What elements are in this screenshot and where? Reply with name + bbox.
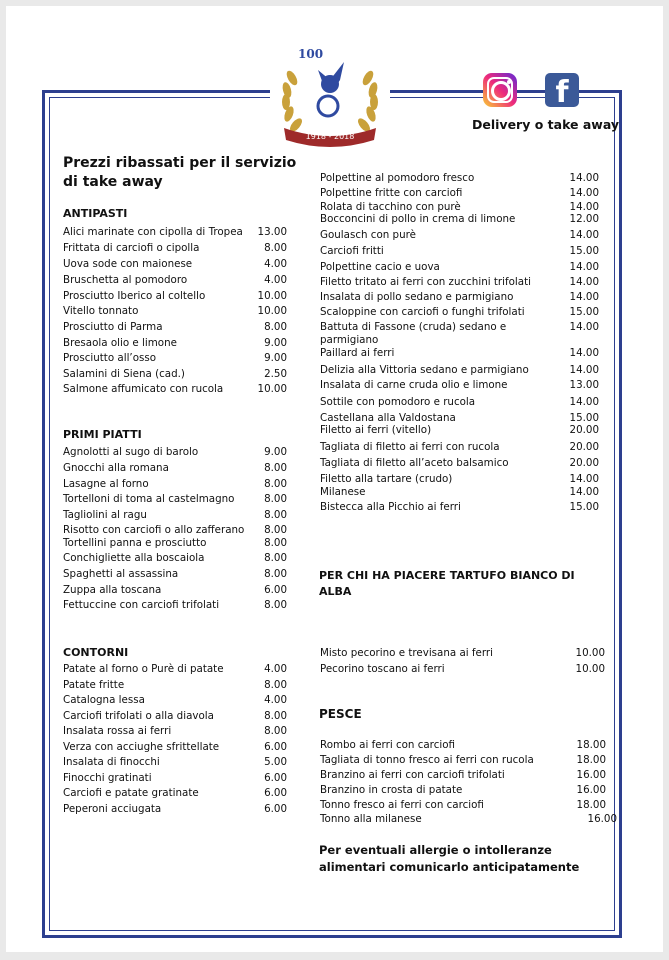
menu-item-secondi bbox=[320, 423, 599, 438]
item-name: Scaloppine con carciofi o funghi trifolati bbox=[320, 306, 525, 318]
menu-item-secondi bbox=[320, 363, 599, 378]
item-name: Tortelloni di toma al castelmagno bbox=[63, 493, 235, 505]
item-price: 16.00 bbox=[576, 769, 606, 781]
item-price: 18.00 bbox=[576, 754, 606, 766]
item-price: 8.00 bbox=[264, 725, 287, 737]
item-price: 9.00 bbox=[264, 446, 287, 458]
instagram-icon-lens bbox=[491, 81, 511, 101]
item-price: 20.00 bbox=[569, 441, 599, 453]
item-price: 12.00 bbox=[569, 213, 599, 225]
menu-item-pesce bbox=[320, 812, 617, 827]
item-price: 13.00 bbox=[569, 379, 599, 391]
facebook-icon[interactable]: f bbox=[545, 73, 579, 107]
item-price: 20.00 bbox=[569, 424, 599, 436]
item-name: Goulasch con purè bbox=[320, 229, 416, 241]
item-name: Verza con acciughe sfrittellate bbox=[63, 741, 220, 753]
item-name: Fettuccine con carciofi trifolati bbox=[63, 599, 220, 611]
item-name: Tagliata di filetto all’aceto balsamico bbox=[320, 457, 509, 469]
item-price: 14.00 bbox=[569, 364, 599, 376]
menu-item-pesce bbox=[320, 753, 606, 768]
item-name: Insalata rossa ai ferri bbox=[63, 725, 172, 737]
item-price: 15.00 bbox=[569, 412, 599, 424]
menu-item-secondi bbox=[320, 440, 599, 455]
allergy-note: Per eventuali allergie o intolleranze alimentari comunicarlo anticipatamente bbox=[319, 843, 580, 874]
item-price: 8.00 bbox=[264, 679, 287, 691]
item-price: 6.00 bbox=[264, 803, 287, 815]
item-price: 2.50 bbox=[264, 368, 287, 380]
item-name: Rolata di tacchino con purè bbox=[320, 201, 461, 213]
item-name: Agnolotti al sugo di barolo bbox=[63, 446, 199, 458]
menu-item-contorni bbox=[63, 786, 287, 801]
laurel-logo-icon bbox=[270, 40, 390, 150]
menu-item-secondi bbox=[320, 275, 599, 290]
item-price: 14.00 bbox=[569, 201, 599, 213]
menu-item-secondi bbox=[320, 346, 599, 361]
item-price: 9.00 bbox=[264, 337, 287, 349]
item-price: 8.00 bbox=[264, 568, 287, 580]
item-price: 14.00 bbox=[569, 347, 599, 359]
item-name: Tagliata di filetto ai ferri con rucola bbox=[320, 441, 500, 453]
item-name: Branzino in crosta di patate bbox=[320, 784, 463, 796]
menu-item-antipasti bbox=[63, 273, 287, 288]
item-name: Patate al forno o Purè di patate bbox=[63, 663, 224, 675]
item-price: 8.00 bbox=[264, 509, 287, 521]
item-name: Bistecca alla Picchio ai ferri bbox=[320, 501, 461, 513]
item-price: 8.00 bbox=[264, 710, 287, 722]
menu-item-primi bbox=[63, 551, 287, 566]
item-price: 8.00 bbox=[264, 478, 287, 490]
item-name: Polpettine al pomodoro fresco bbox=[320, 172, 475, 184]
item-name: Rombo ai ferri con carciofi bbox=[320, 739, 456, 751]
item-price: 13.00 bbox=[257, 226, 287, 238]
menu-item-contorni bbox=[63, 662, 287, 677]
section-heading-tartufo: PER CHI HA PIACERE TARTUFO BIANCO DI ALBA bbox=[319, 569, 575, 598]
item-name: Sottile con pomodoro e rucola bbox=[320, 396, 476, 408]
item-name: Conchigliette alla boscaiola bbox=[63, 552, 205, 564]
item-price: 14.00 bbox=[569, 172, 599, 184]
item-name: Alici marinate con cipolla di Tropea bbox=[63, 226, 243, 238]
menu-item-contorni bbox=[63, 693, 287, 708]
menu-item-primi bbox=[63, 536, 287, 551]
menu-item-tartufo bbox=[320, 662, 605, 677]
item-price: 18.00 bbox=[576, 799, 606, 811]
item-name: Filetto tritato ai ferri con zucchini trifolati bbox=[320, 276, 531, 288]
item-price: 14.00 bbox=[569, 261, 599, 273]
item-price: 8.00 bbox=[264, 242, 287, 254]
item-name: Tonno alla milanese bbox=[320, 813, 422, 825]
instagram-icon[interactable] bbox=[483, 73, 517, 107]
item-price: 14.00 bbox=[569, 291, 599, 303]
logo-banner-text: 1918 - 2018 bbox=[305, 132, 355, 141]
item-name: Prosciutto all’osso bbox=[63, 352, 157, 364]
item-name: Castellana alla Valdostana bbox=[320, 412, 456, 424]
menu-item-contorni bbox=[63, 678, 287, 693]
menu-item-primi bbox=[63, 598, 287, 613]
menu-item-secondi bbox=[320, 244, 599, 259]
menu-item-secondi bbox=[320, 186, 599, 201]
menu-item-primi bbox=[63, 492, 287, 507]
logo-hundred-text: 100 bbox=[298, 47, 324, 61]
menu-item-antipasti bbox=[63, 382, 287, 397]
section-heading-contorni: CONTORNI bbox=[63, 646, 129, 659]
centenary-logo bbox=[270, 40, 390, 150]
item-price: 14.00 bbox=[569, 187, 599, 199]
menu-item-pesce bbox=[320, 798, 606, 813]
item-price: 14.00 bbox=[569, 229, 599, 241]
item-name: Gnocchi alla romana bbox=[63, 462, 169, 474]
menu-item-secondi bbox=[320, 485, 599, 500]
item-name: Polpettine fritte con carciofi bbox=[320, 187, 463, 199]
item-name: Insalata di finocchi bbox=[63, 756, 160, 768]
menu-item-secondi bbox=[320, 456, 599, 471]
item-name: Patate fritte bbox=[63, 679, 125, 691]
menu-item-antipasti bbox=[63, 225, 287, 240]
menu-item-antipasti bbox=[63, 289, 287, 304]
item-price: 15.00 bbox=[569, 306, 599, 318]
item-name: Frittata di carciofi o cipolla bbox=[63, 242, 200, 254]
menu-item-antipasti bbox=[63, 320, 287, 335]
item-name: Branzino ai ferri con carciofi trifolati bbox=[320, 769, 505, 781]
item-name: Bocconcini di pollo in crema di limone bbox=[320, 213, 516, 225]
menu-item-secondi bbox=[320, 228, 599, 243]
item-price: 15.00 bbox=[569, 501, 599, 513]
item-price: 10.00 bbox=[257, 305, 287, 317]
menu-item-secondi bbox=[320, 212, 599, 227]
section-heading-primi: PRIMI PIATTI bbox=[63, 428, 142, 441]
menu-item-secondi bbox=[320, 305, 599, 320]
item-price: 10.00 bbox=[257, 383, 287, 395]
item-name: Catalogna lessa bbox=[63, 694, 145, 706]
menu-item-tartufo bbox=[320, 646, 605, 661]
item-name: Carciofi fritti bbox=[320, 245, 384, 257]
item-name: Bresaola olio e limone bbox=[63, 337, 177, 349]
item-name: Spaghetti al assassina bbox=[63, 568, 179, 580]
item-price: 5.00 bbox=[264, 756, 287, 768]
item-price: 20.00 bbox=[569, 457, 599, 469]
menu-item-secondi bbox=[320, 171, 599, 186]
menu-item-antipasti bbox=[63, 351, 287, 366]
menu-item-contorni bbox=[63, 755, 287, 770]
menu-item-secondi bbox=[320, 290, 599, 305]
item-name: Prosciutto di Parma bbox=[63, 321, 163, 333]
item-price: 16.00 bbox=[587, 813, 617, 825]
item-price: 14.00 bbox=[569, 473, 599, 485]
item-price: 8.00 bbox=[264, 493, 287, 505]
item-price: 6.00 bbox=[264, 584, 287, 596]
item-price: 14.00 bbox=[569, 486, 599, 498]
item-name: Battuta di Fassone (cruda) sedano e bbox=[320, 321, 507, 333]
item-price: 4.00 bbox=[264, 274, 287, 286]
item-name: Vitello tonnato bbox=[63, 305, 139, 317]
item-name: Delizia alla Vittoria sedano e parmigiano bbox=[320, 364, 529, 376]
menu-item-antipasti bbox=[63, 257, 287, 272]
item-name: Tagliata di tonno fresco ai ferri con rucola bbox=[320, 754, 534, 766]
item-price: 8.00 bbox=[264, 462, 287, 474]
item-name: Milanese bbox=[320, 486, 366, 498]
menu-item-pesce bbox=[320, 783, 606, 798]
item-name: Peperoni acciugata bbox=[63, 803, 162, 815]
item-price: 4.00 bbox=[264, 694, 287, 706]
item-name: Zuppa alla toscana bbox=[63, 584, 162, 596]
item-price: 8.00 bbox=[264, 524, 287, 536]
menu-item-primi bbox=[63, 461, 287, 476]
item-name: Pecorino toscano ai ferri bbox=[320, 663, 445, 675]
menu-item-secondi bbox=[320, 260, 599, 275]
item-price: 14.00 bbox=[569, 321, 599, 333]
item-name: Filetto alla tartare (crudo) bbox=[320, 473, 453, 485]
item-name: Finocchi gratinati bbox=[63, 772, 152, 784]
item-price: 8.00 bbox=[264, 321, 287, 333]
item-price: 6.00 bbox=[264, 741, 287, 753]
item-name: Salamini di Siena (cad.) bbox=[63, 368, 185, 380]
item-price: 4.00 bbox=[264, 663, 287, 675]
menu-item-contorni bbox=[63, 802, 287, 817]
menu-item-secondi bbox=[320, 500, 599, 515]
item-name: Salmone affumicato con rucola bbox=[63, 383, 224, 395]
item-price: 15.00 bbox=[569, 245, 599, 257]
item-price: 9.00 bbox=[264, 352, 287, 364]
menu-item-antipasti bbox=[63, 241, 287, 256]
menu-item-antipasti bbox=[63, 304, 287, 319]
item-price: 6.00 bbox=[264, 787, 287, 799]
menu-item-secondi bbox=[320, 395, 599, 410]
item-name: Paillard ai ferri bbox=[320, 347, 395, 359]
menu-item-contorni bbox=[63, 709, 287, 724]
item-price: 14.00 bbox=[569, 396, 599, 408]
item-price: 6.00 bbox=[264, 772, 287, 784]
item-price: 8.00 bbox=[264, 537, 287, 549]
menu-item-pesce bbox=[320, 738, 606, 753]
page-title: Prezzi ribassati per il servizio di take away bbox=[63, 155, 297, 190]
menu-item-primi bbox=[63, 445, 287, 460]
item-name: Carciofi trifolati o alla diavola bbox=[63, 710, 214, 722]
menu-item-primi bbox=[63, 477, 287, 492]
item-name: Polpettine cacio e uova bbox=[320, 261, 440, 273]
instagram-icon-dot bbox=[507, 80, 511, 84]
menu-item-primi bbox=[63, 508, 287, 523]
item-name: Lasagne al forno bbox=[63, 478, 149, 490]
item-name: Misto pecorino e trevisana ai ferri bbox=[320, 647, 494, 659]
item-price: 4.00 bbox=[264, 258, 287, 270]
item-name: Carciofi e patate gratinate bbox=[63, 787, 199, 799]
item-price: 10.00 bbox=[575, 647, 605, 659]
item-name: Insalata di carne cruda olio e limone bbox=[320, 379, 508, 391]
delivery-label: Delivery o take away bbox=[472, 117, 620, 132]
item-name: Tonno fresco ai ferri con carciofi bbox=[320, 799, 484, 811]
item-name: Risotto con carciofi o allo zafferano bbox=[63, 524, 245, 536]
item-name: Bruschetta al pomodoro bbox=[63, 274, 188, 286]
menu-item-primi bbox=[63, 583, 287, 598]
item-price: 14.00 bbox=[569, 276, 599, 288]
menu-item-antipasti bbox=[63, 367, 287, 382]
item-price: 8.00 bbox=[264, 599, 287, 611]
item-name: Tagliolini al ragu bbox=[63, 509, 147, 521]
item-name: Filetto ai ferri (vitello) bbox=[320, 424, 432, 436]
item-name: Prosciutto Iberico al coltello bbox=[63, 290, 206, 302]
item-price: 10.00 bbox=[575, 663, 605, 675]
menu-item-contorni bbox=[63, 724, 287, 739]
menu-item-contorni bbox=[63, 740, 287, 755]
item-name: Tortellini panna e prosciutto bbox=[63, 537, 207, 549]
menu-item-antipasti bbox=[63, 336, 287, 351]
menu-item-secondi bbox=[320, 378, 599, 393]
menu-item-contorni bbox=[63, 771, 287, 786]
section-heading-pesce: PESCE bbox=[319, 707, 362, 721]
item-name: parmigiano bbox=[320, 334, 379, 346]
item-price: 10.00 bbox=[257, 290, 287, 302]
section-heading-antipasti: ANTIPASTI bbox=[63, 207, 128, 220]
menu-item-primi bbox=[63, 567, 287, 582]
item-name: Uova sode con maionese bbox=[63, 258, 193, 270]
item-price: 18.00 bbox=[576, 739, 606, 751]
item-name: Insalata di pollo sedano e parmigiano bbox=[320, 291, 514, 303]
item-price: 8.00 bbox=[264, 552, 287, 564]
menu-item-pesce bbox=[320, 768, 606, 783]
item-price: 16.00 bbox=[576, 784, 606, 796]
